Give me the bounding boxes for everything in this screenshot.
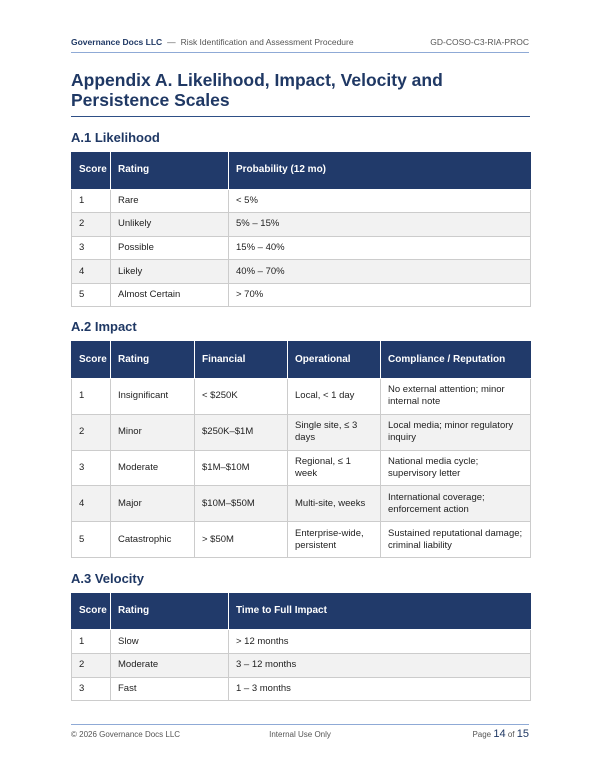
cell-probability: 5% – 15% xyxy=(229,213,531,237)
cell-time-to-impact: > 12 months xyxy=(229,630,531,654)
cell-operational: Single site, ≤ 3 days xyxy=(288,414,381,450)
impact-table xyxy=(71,341,531,557)
column-header-score: Score xyxy=(72,593,111,630)
velocity-section-title: A.3 Velocity xyxy=(71,570,144,586)
page-label: Page xyxy=(472,730,492,739)
cell-probability: 40% – 70% xyxy=(229,260,531,284)
table-row xyxy=(72,283,531,307)
page-header xyxy=(71,34,529,50)
likelihood-table xyxy=(71,152,531,307)
cell-time-to-impact: 3 – 12 months xyxy=(229,654,531,678)
page-of: of xyxy=(507,730,515,739)
cell-score: 3 xyxy=(72,450,111,486)
cell-compliance: International coverage; enforcement action xyxy=(381,486,531,522)
cell-financial: $250K–$1M xyxy=(195,414,288,450)
header-separator: — xyxy=(167,37,176,47)
column-header-rating: Rating xyxy=(111,593,229,630)
cell-rating: Major xyxy=(111,486,195,522)
page-number xyxy=(472,728,529,740)
header-doc-id: GD-COSO-C3-RIA-PROC xyxy=(430,37,529,47)
header-divider xyxy=(71,52,529,53)
cell-rating: Moderate xyxy=(111,654,229,678)
table-row xyxy=(72,260,531,284)
table-row xyxy=(72,677,531,701)
table-row xyxy=(72,654,531,678)
column-header-probability: Probability (12 mo) xyxy=(229,152,531,189)
column-header-rating: Rating xyxy=(111,341,195,378)
cell-score: 4 xyxy=(72,486,111,522)
cell-score: 1 xyxy=(72,378,111,414)
cell-compliance: Sustained reputational damage; criminal liability xyxy=(381,522,531,558)
cell-operational: Local, < 1 day xyxy=(288,378,381,414)
footer-divider xyxy=(71,724,529,725)
cell-financial: < $250K xyxy=(195,378,288,414)
cell-financial: $10M–$50M xyxy=(195,486,288,522)
cell-financial: > $50M xyxy=(195,522,288,558)
cell-rating: Fast xyxy=(111,677,229,701)
cell-financial: $1M–$10M xyxy=(195,450,288,486)
table-row xyxy=(72,414,531,450)
table-row xyxy=(72,378,531,414)
cell-score: 2 xyxy=(72,414,111,450)
cell-operational: Multi-site, weeks xyxy=(288,486,381,522)
cell-rating: Rare xyxy=(111,189,229,213)
cell-score: 3 xyxy=(72,677,111,701)
cell-score: 2 xyxy=(72,654,111,678)
column-header-score: Score xyxy=(72,341,111,378)
cell-score: 1 xyxy=(72,189,111,213)
column-header-score: Score xyxy=(72,152,111,189)
page-content xyxy=(71,70,530,701)
cell-rating: Possible xyxy=(111,236,229,260)
cell-compliance: No external attention; minor internal note xyxy=(381,378,531,414)
cell-rating: Likely xyxy=(111,260,229,284)
cell-compliance: Local media; minor regulatory inquiry xyxy=(381,414,531,450)
page-footer xyxy=(71,728,529,742)
page-total: 15 xyxy=(516,728,529,740)
cell-score: 2 xyxy=(72,213,111,237)
table-row xyxy=(72,236,531,260)
cell-time-to-impact: 1 – 3 months xyxy=(229,677,531,701)
cell-rating: Catastrophic xyxy=(111,522,195,558)
page-current: 14 xyxy=(493,728,506,740)
cell-score: 5 xyxy=(72,283,111,307)
table-header-row xyxy=(72,341,531,378)
table-row xyxy=(72,486,531,522)
cell-rating: Almost Certain xyxy=(111,283,229,307)
table-row xyxy=(72,189,531,213)
cell-score: 4 xyxy=(72,260,111,284)
cell-rating: Insignificant xyxy=(111,378,195,414)
header-company: Governance Docs LLC xyxy=(71,37,163,47)
appendix-title: Appendix A. Likelihood, Impact, Velocity and Persistence Scales xyxy=(71,70,530,117)
table-row xyxy=(72,630,531,654)
cell-score: 5 xyxy=(72,522,111,558)
header-doc-title: Risk Identification and Assessment Procedure xyxy=(180,37,354,47)
column-header-operational: Operational xyxy=(288,341,381,378)
velocity-table xyxy=(71,593,531,701)
table-header-row xyxy=(72,152,531,189)
cell-operational: Enterprise-wide, persistent xyxy=(288,522,381,558)
cell-compliance: National media cycle; supervisory letter xyxy=(381,450,531,486)
column-header-financial: Financial xyxy=(195,341,288,378)
cell-probability: < 5% xyxy=(229,189,531,213)
footer-copyright: © 2026 Governance Docs LLC xyxy=(71,730,181,739)
footer-classification: Internal Use Only xyxy=(269,730,331,739)
column-header-rating: Rating xyxy=(111,152,229,189)
table-row xyxy=(72,213,531,237)
cell-rating: Unlikely xyxy=(111,213,229,237)
impact-section-title: A.2 Impact xyxy=(71,319,137,335)
cell-rating: Moderate xyxy=(111,450,195,486)
cell-operational: Regional, ≤ 1 week xyxy=(288,450,381,486)
likelihood-section-title: A.1 Likelihood xyxy=(71,130,160,145)
column-header-time-to-impact: Time to Full Impact xyxy=(229,593,531,630)
table-row xyxy=(72,522,531,558)
cell-rating: Slow xyxy=(111,630,229,654)
cell-score: 3 xyxy=(72,236,111,260)
cell-probability: > 70% xyxy=(229,283,531,307)
cell-rating: Minor xyxy=(111,414,195,450)
table-header-row xyxy=(72,593,531,630)
table-row xyxy=(72,450,531,486)
cell-probability: 15% – 40% xyxy=(229,236,531,260)
cell-score: 1 xyxy=(72,630,111,654)
column-header-compliance: Compliance / Reputation xyxy=(381,341,531,378)
